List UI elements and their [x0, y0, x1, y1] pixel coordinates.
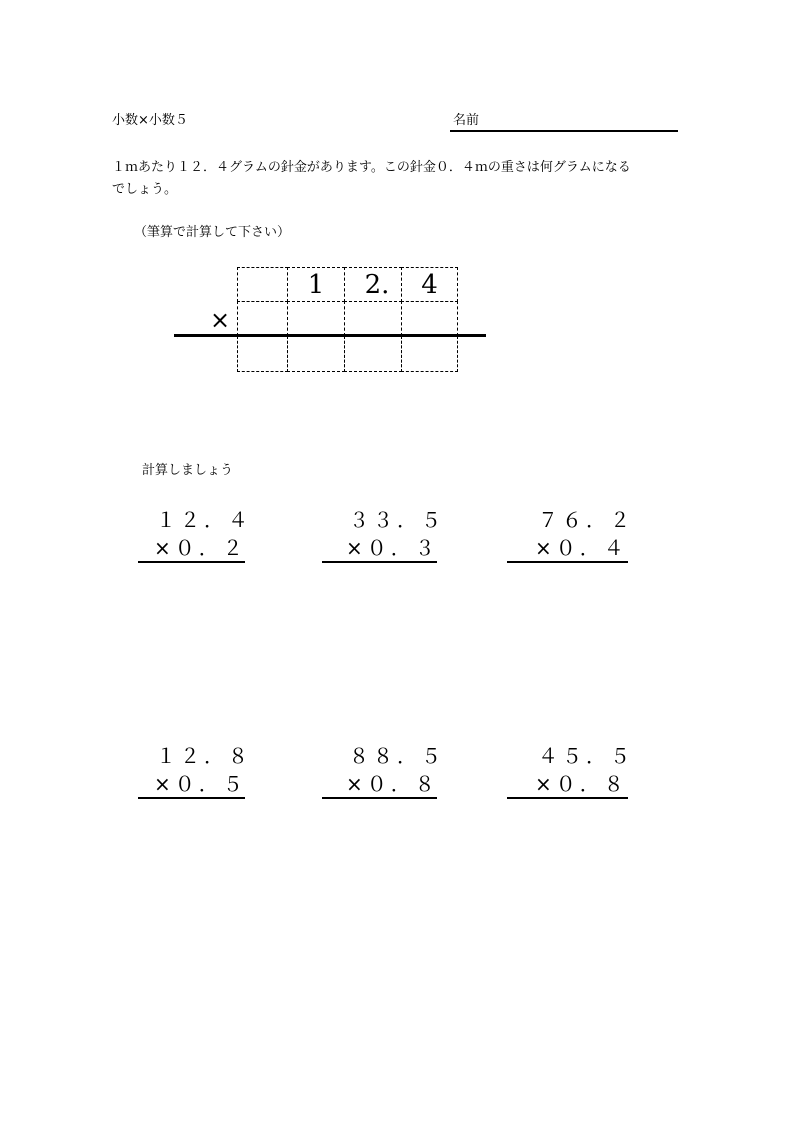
grid-cell[interactable] — [237, 267, 288, 302]
exercises-label: 計算しましょう — [142, 463, 234, 478]
exercise-rule — [138, 561, 245, 563]
exercise-rule — [322, 561, 437, 563]
grid-cell[interactable] — [401, 336, 458, 372]
exercise-multiplicand: １２．８ — [156, 744, 252, 768]
problem-line-1: １ｍあたり１２．４グラムの針金があります。この針金０．４ｍの重さは何グラムになる — [112, 160, 631, 175]
grid-cell[interactable] — [287, 336, 345, 372]
exercise-rule — [322, 797, 437, 799]
grid-cell[interactable] — [237, 336, 288, 372]
exercise-multiplier: ×０．５ — [154, 772, 247, 796]
exercise-multiplier: ×０．３ — [346, 536, 439, 560]
name-field[interactable] — [450, 130, 678, 132]
exercise-rule — [507, 797, 628, 799]
sum-rule — [174, 334, 486, 337]
exercise-multiplicand: ７６．２ — [538, 508, 634, 532]
grid-cell[interactable] — [401, 301, 458, 336]
exercise-multiplier: ×０．４ — [535, 536, 628, 560]
exercise-multiplier: ×０．２ — [154, 536, 247, 560]
exercise-multiplicand: ３３．５ — [349, 508, 445, 532]
worksheet-title: 小数×小数５ — [112, 113, 188, 128]
exercise-multiplicand: ８８．５ — [349, 744, 445, 768]
word-problem — [112, 157, 692, 201]
instruction-hint: （筆算で計算して下さい） — [134, 225, 291, 240]
times-sign: × — [210, 306, 231, 334]
problem-line-2: でしょう。 — [112, 182, 178, 197]
grid-cell[interactable] — [344, 336, 402, 372]
grid-cell[interactable] — [237, 301, 288, 336]
exercise-multiplicand: １２．４ — [156, 508, 252, 532]
exercise-multiplier: ×０．８ — [535, 772, 628, 796]
grid-cell[interactable] — [287, 301, 345, 336]
grid-cell[interactable] — [344, 301, 402, 336]
grid-digit: 1 — [307, 270, 325, 300]
exercise-multiplier: ×０．８ — [346, 772, 439, 796]
exercise-rule — [507, 561, 628, 563]
grid-digit: 2. — [364, 270, 390, 300]
grid-digit: 4 — [421, 270, 438, 300]
exercise-multiplicand: ４５．５ — [538, 744, 634, 768]
name-label: 名前 — [453, 113, 480, 128]
exercise-rule — [138, 797, 245, 799]
